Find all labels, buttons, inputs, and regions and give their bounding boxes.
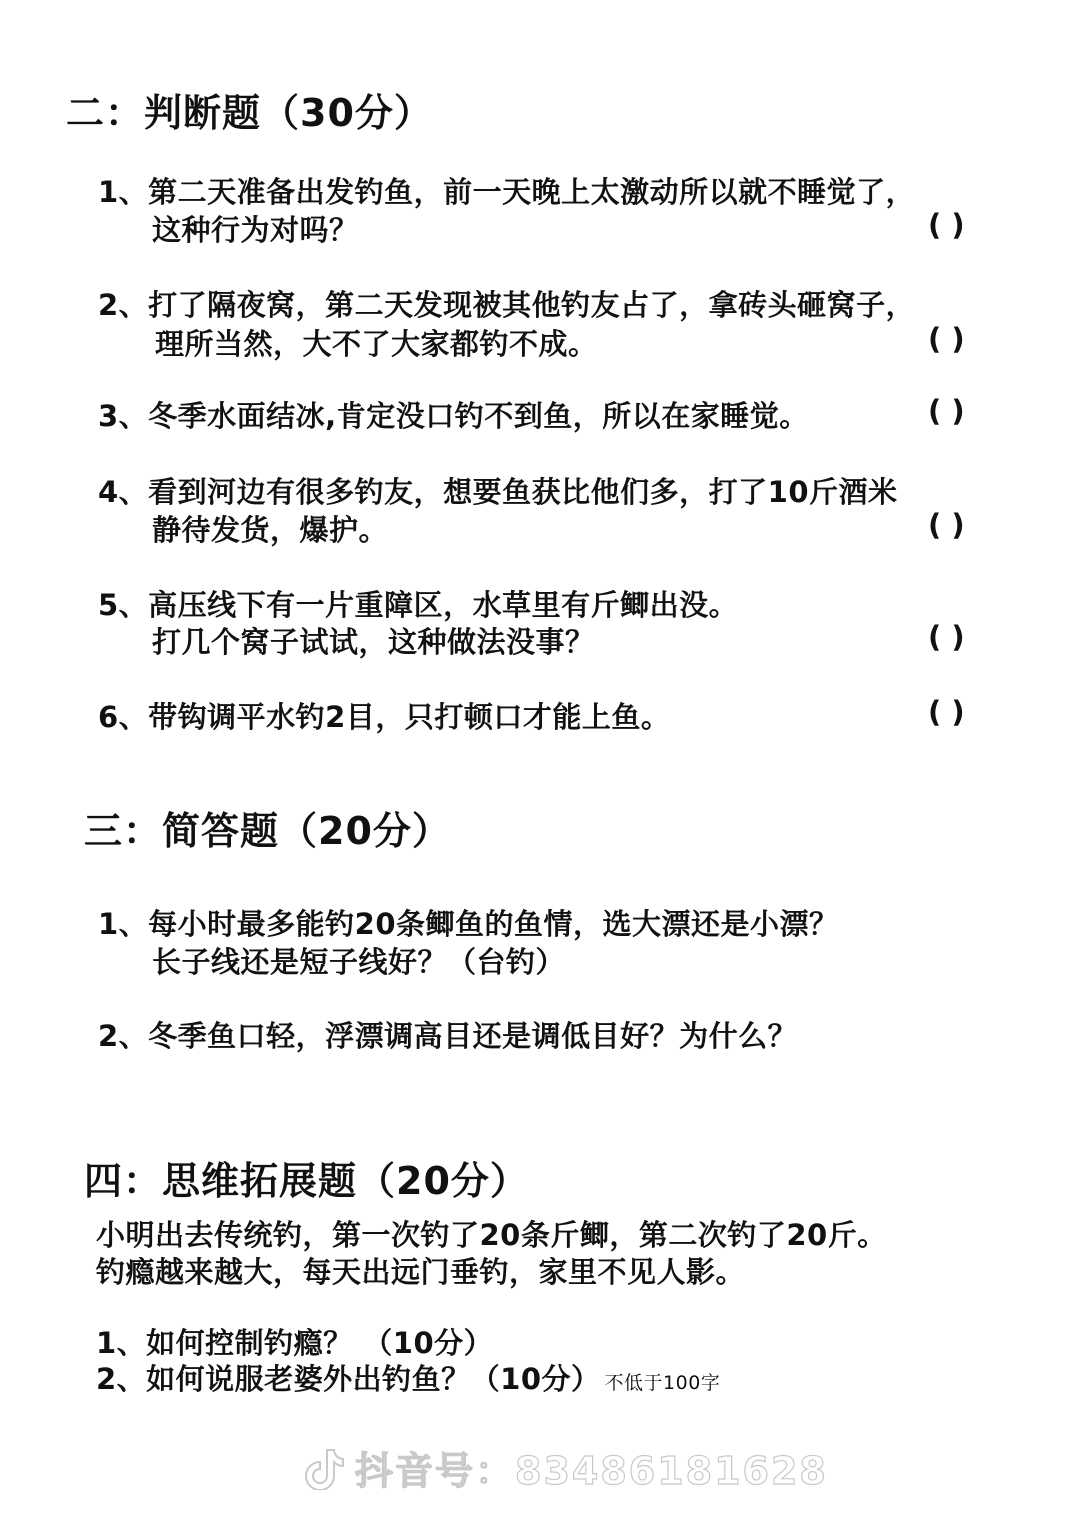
section4-intro-line1: 小明出去传统钓，第一次钓了20条斤鲫，第二次钓了20斤。 [96, 1218, 887, 1252]
section4-intro-line2: 钓瘾越来越大，每天出远门垂钓，家里不见人影。 [96, 1255, 746, 1289]
q3-2-line1: 2、冬季鱼口轻，浮漂调高目还是调低目好？为什么？ [98, 1019, 798, 1053]
douyin-logo-icon [305, 1446, 345, 1490]
q2-6-line1: 6、带钩调平水钓2目，只打顿口才能上鱼。 [98, 700, 671, 734]
q3-1-line2: 长子线还是短子线好？（台钓） [152, 945, 566, 979]
q2-3-answer-blank: ( ) [928, 394, 965, 428]
q2-4-line1: 4、看到河边有很多钓友，想要鱼获比他们多，打了10斤酒米 [98, 475, 898, 509]
q4-2 [96, 1357, 720, 1398]
q4-2-note: 不低于100字 [604, 1372, 721, 1394]
q2-1-answer-blank: ( ) [928, 208, 965, 242]
q2-3-line1: 3、冬季水面结冰,肯定没口钓不到鱼，所以在家睡觉。 [98, 399, 809, 433]
q4-2-text: 2、如何说服老婆外出钓鱼？（10分） [96, 1362, 601, 1396]
q2-2-answer-blank: ( ) [928, 322, 965, 356]
section3-title: 三：简答题（20分） [84, 809, 451, 853]
q2-2-line2: 理所当然，大不了大家都钓不成。 [155, 327, 598, 361]
q2-2-line1: 2、打了隔夜窝，第二天发现被其他钓友占了，拿砖头砸窝子， [98, 288, 916, 322]
q3-1-line1: 1、每小时最多能钓20条鲫鱼的鱼情，选大漂还是小漂？ [98, 907, 839, 941]
q2-5-answer-blank: ( ) [928, 620, 965, 654]
q2-5-line2: 打几个窝子试试，这种做法没事？ [152, 625, 595, 659]
q2-6-answer-blank: ( ) [928, 695, 965, 729]
q2-5-line1: 5、高压线下有一片重障区，水草里有斤鲫出没。 [98, 588, 739, 622]
q4-1: 1、如何控制钓瘾？ （10分） [96, 1326, 494, 1360]
watermark [305, 1440, 828, 1495]
section4-title: 四：思维拓展题（20分） [84, 1159, 529, 1203]
section2-title: 二：判断题（30分） [66, 91, 433, 135]
q2-4-line2: 静待发货，爆护。 [152, 513, 389, 547]
watermark-text: 抖音号：83486181628 [355, 1449, 828, 1493]
q2-1-line2: 这种行为对吗？ [152, 213, 359, 247]
q2-1-line1: 1、第二天准备出发钓鱼，前一天晚上太激动所以就不睡觉了， [98, 175, 916, 209]
q2-4-answer-blank: ( ) [928, 508, 965, 542]
